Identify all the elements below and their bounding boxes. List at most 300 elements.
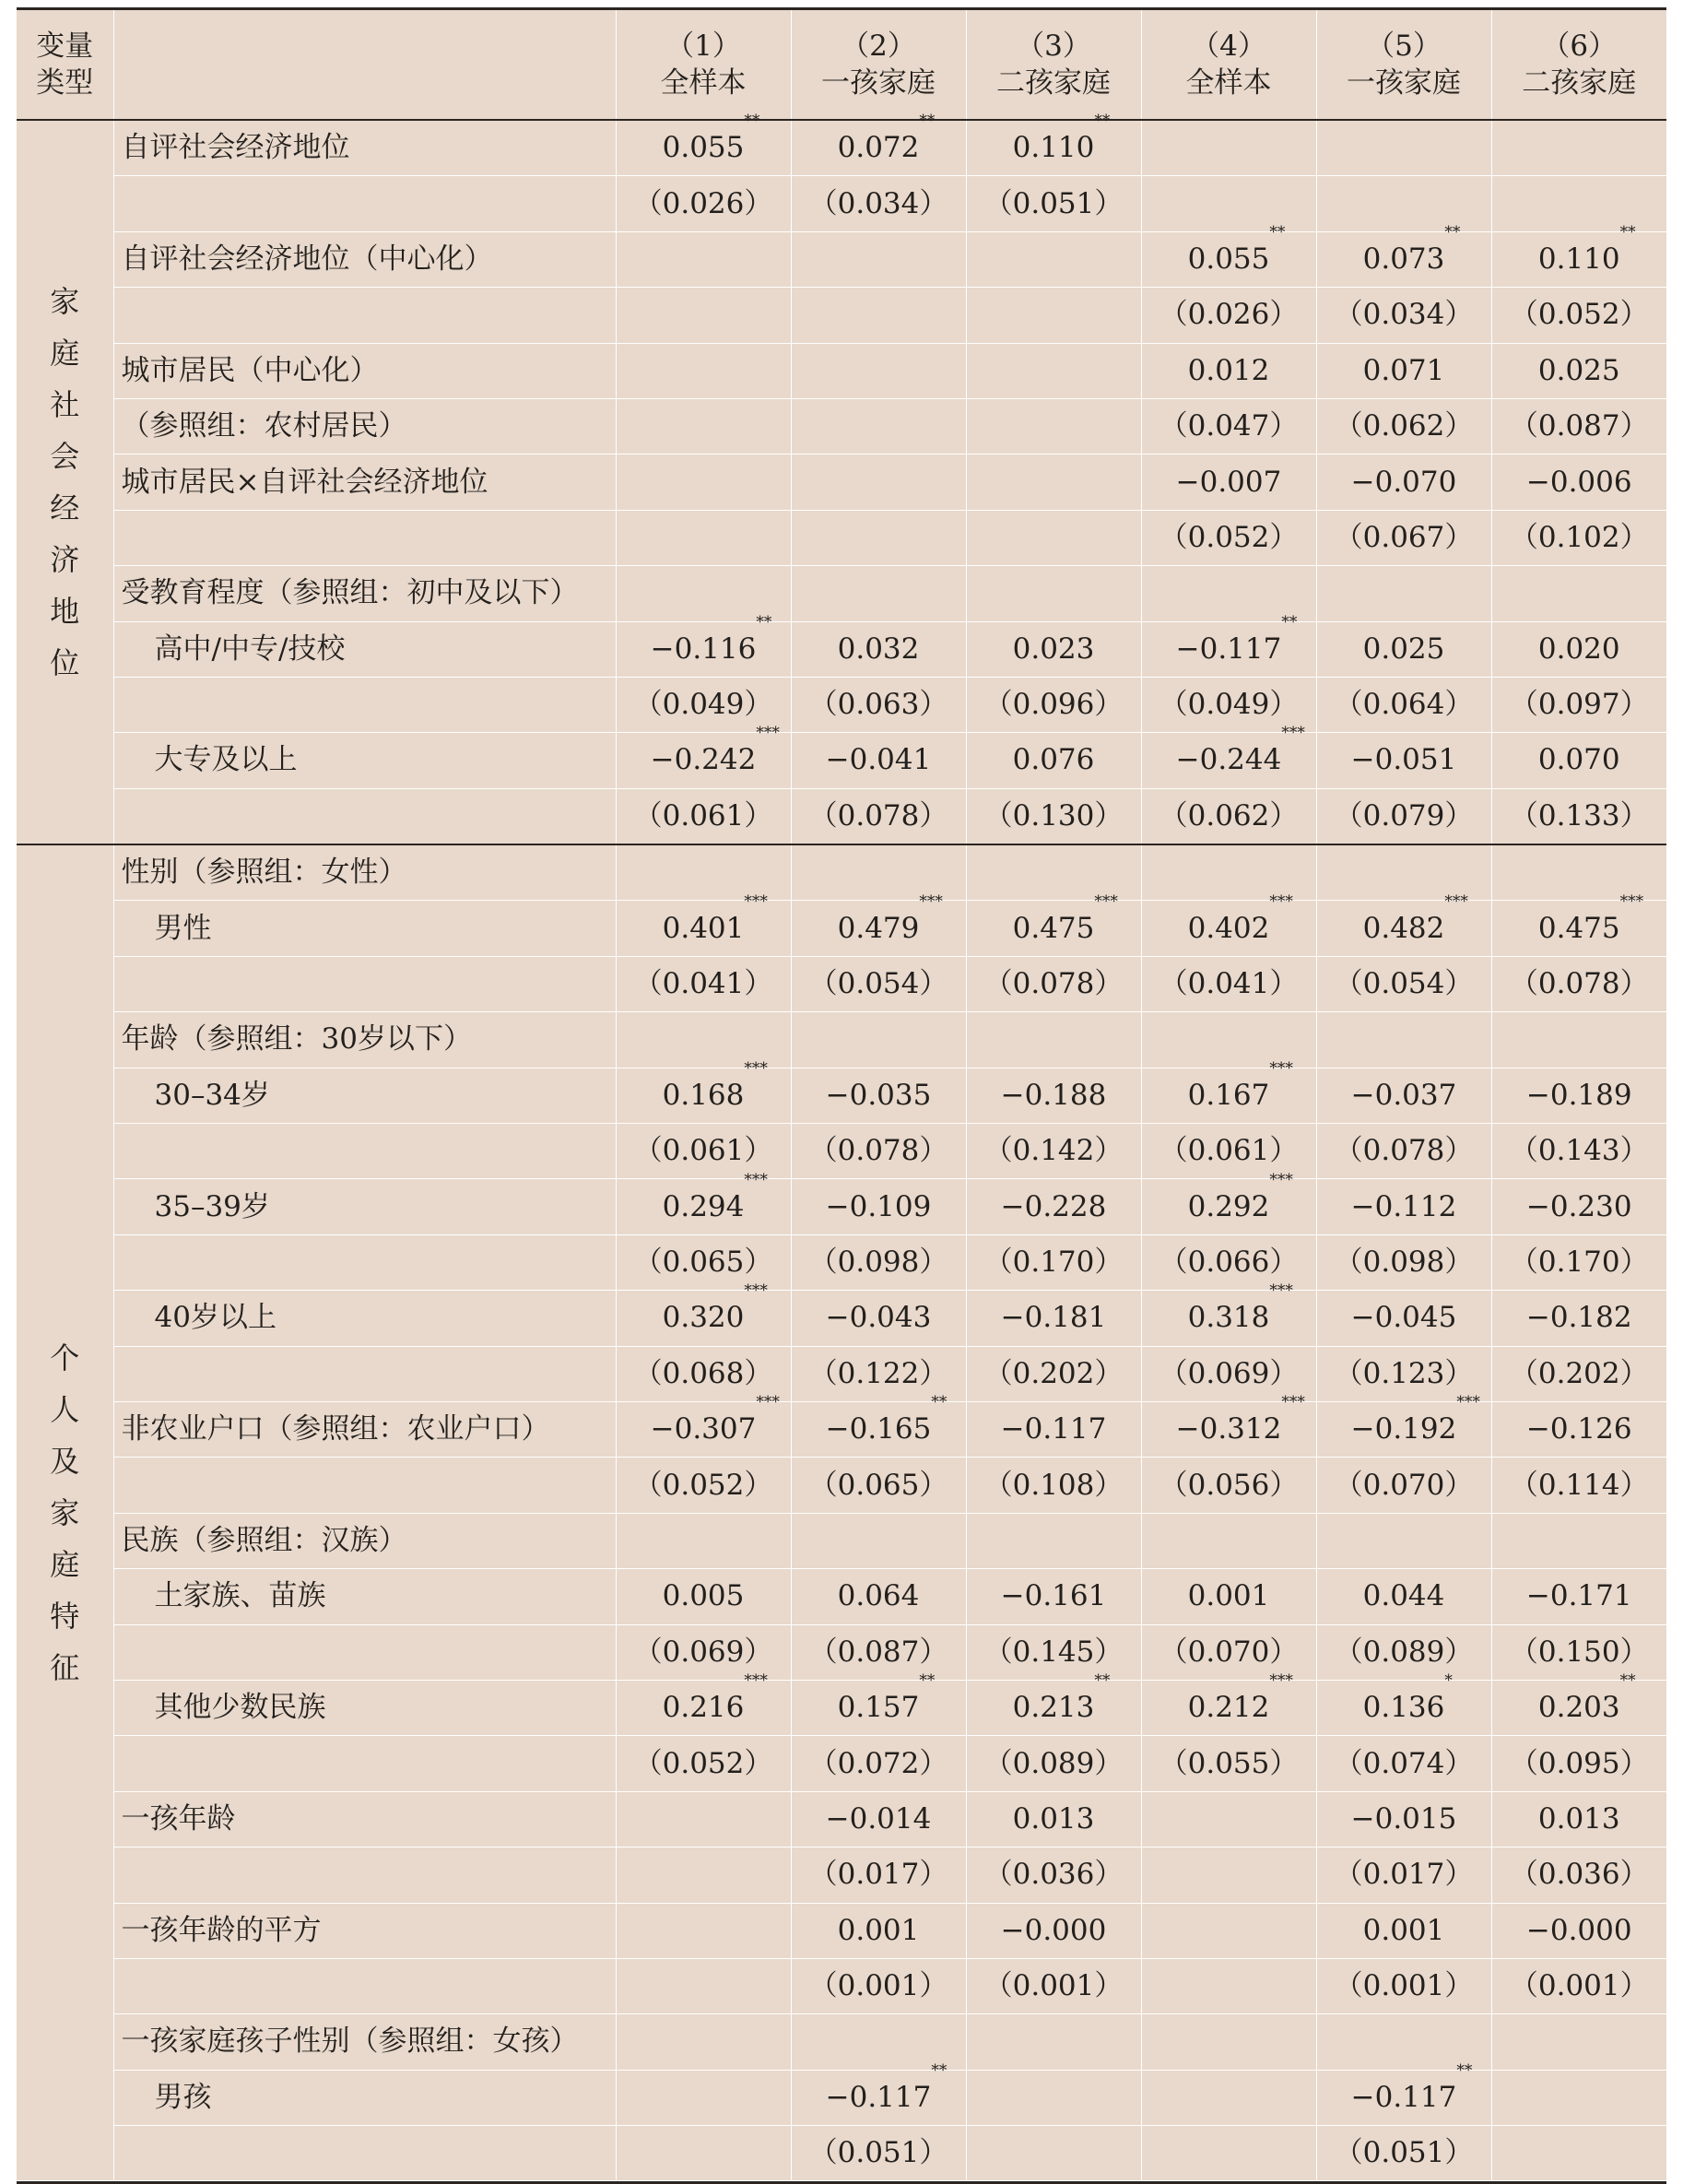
header-col-3	[966, 10, 1141, 120]
value-cell	[966, 176, 1141, 231]
value-wrap	[1510, 678, 1649, 732]
value-cell	[616, 112, 791, 176]
value-wrap	[1363, 1904, 1445, 1958]
header-col-1	[616, 10, 791, 120]
coefficient-value: （0.051）	[1334, 2136, 1474, 2170]
coefficient-value: （0.130）	[983, 798, 1124, 832]
table-row	[17, 1458, 1666, 1513]
value-wrap	[1187, 1281, 1293, 1345]
value-wrap	[826, 1068, 932, 1123]
value-cell	[791, 621, 966, 677]
coefficient-value: 0.055	[1187, 242, 1270, 276]
header-col-5-name: 一孩家庭	[1347, 66, 1461, 100]
row-label: 30–34岁	[113, 1068, 616, 1123]
value-cell	[616, 2126, 791, 2181]
table-row	[17, 343, 1666, 398]
value-wrap	[1363, 344, 1445, 398]
significance-stars: *	[1444, 1671, 1453, 1691]
coefficient-value: 0.401	[662, 911, 745, 945]
value-wrap	[826, 733, 932, 787]
value-cell	[1491, 1179, 1666, 1234]
row-label	[113, 1124, 616, 1179]
table-row	[17, 455, 1666, 510]
value-wrap	[1351, 1068, 1457, 1123]
value-cell	[1316, 956, 1491, 1011]
value-cell	[1316, 1569, 1491, 1624]
value-cell	[1491, 455, 1666, 510]
coefficient-value: （0.123）	[1334, 1356, 1474, 1390]
coefficient-value: −0.117	[1000, 1412, 1107, 1446]
value-wrap	[984, 1235, 1124, 1290]
value-wrap	[984, 1124, 1124, 1178]
coefficient-value: （0.061）	[633, 798, 773, 832]
value-wrap	[1159, 1737, 1299, 1791]
value-wrap	[1187, 1170, 1293, 1234]
value-wrap	[1510, 1848, 1649, 1902]
coefficient-value: −0.117	[1175, 632, 1282, 666]
value-wrap	[1013, 733, 1095, 787]
value-wrap	[809, 1458, 948, 1513]
coefficient-value: −0.051	[1350, 743, 1457, 777]
value-wrap	[837, 112, 936, 175]
significance-stars: **	[1269, 222, 1286, 242]
value-wrap	[1351, 455, 1457, 510]
value-cell	[1141, 1958, 1316, 2013]
value-wrap	[809, 1737, 948, 1791]
table-row	[17, 1736, 1666, 1791]
coefficient-value: （0.098）	[1334, 1245, 1474, 1279]
value-cell	[1491, 1234, 1666, 1290]
value-cell	[1141, 288, 1316, 343]
coefficient-value: （0.066）	[1159, 1245, 1299, 1279]
value-wrap	[838, 622, 920, 677]
value-wrap	[1362, 891, 1468, 956]
coefficient-value: （0.054）	[808, 967, 948, 1001]
value-wrap	[1335, 399, 1474, 454]
coefficient-value: 0.023	[1012, 632, 1095, 666]
value-cell	[791, 2126, 966, 2181]
value-wrap	[1159, 957, 1299, 1011]
value-wrap	[1363, 1569, 1445, 1623]
value-cell	[966, 288, 1141, 343]
value-cell	[966, 343, 1141, 398]
value-cell	[1491, 176, 1666, 231]
value-wrap	[1013, 622, 1095, 677]
coefficient-value: （0.001）	[983, 1969, 1124, 2003]
value-cell	[1316, 120, 1491, 176]
table-row	[17, 2126, 1666, 2181]
value-cell	[1316, 343, 1491, 398]
value-cell	[1316, 1393, 1491, 1457]
coefficient-value: −0.007	[1175, 465, 1282, 499]
coefficient-value: −0.188	[1000, 1078, 1107, 1112]
value-cell	[1491, 1903, 1666, 1958]
value-cell	[1491, 733, 1666, 788]
value-cell	[791, 733, 966, 788]
value-cell	[616, 956, 791, 1011]
value-cell	[791, 1791, 966, 1847]
value-wrap	[1012, 112, 1111, 175]
coefficient-value: −0.070	[1350, 465, 1457, 499]
value-cell	[1491, 1569, 1666, 1624]
value-cell	[791, 1291, 966, 1346]
coefficient-value: （0.069）	[633, 1635, 773, 1669]
value-wrap	[809, 1959, 948, 2013]
value-cell	[1141, 510, 1316, 565]
value-cell	[1141, 788, 1316, 844]
coefficient-value: −0.112	[1350, 1189, 1457, 1223]
table-row	[17, 1234, 1666, 1290]
value-wrap	[1351, 733, 1457, 787]
coefficient-value: （0.202）	[983, 1356, 1124, 1390]
coefficient-value: 0.001	[1362, 1913, 1445, 1947]
value-cell	[1491, 2070, 1666, 2125]
value-wrap	[1526, 1291, 1632, 1345]
coefficient-value: 0.012	[1187, 353, 1270, 387]
coefficient-value: 0.070	[1537, 743, 1620, 777]
significance-stars: **	[919, 1671, 936, 1691]
coefficient-value: （0.049）	[633, 688, 773, 722]
value-wrap	[984, 1848, 1124, 1902]
coefficient-value: （0.096）	[983, 688, 1124, 722]
row-label: 受教育程度（参照组：初中及以下）	[113, 566, 616, 621]
table-row	[17, 1401, 1666, 1457]
value-cell	[616, 1848, 791, 1903]
value-wrap	[984, 789, 1124, 844]
coefficient-value: 0.071	[1362, 353, 1445, 387]
coefficient-value: （0.036）	[1509, 1858, 1649, 1892]
value-cell	[1141, 1671, 1316, 1735]
value-cell	[966, 2070, 1141, 2125]
coefficient-value: （0.052）	[1509, 298, 1649, 332]
value-cell	[966, 1848, 1141, 1903]
value-wrap	[1351, 1180, 1457, 1234]
value-cell	[1316, 1671, 1491, 1735]
value-wrap	[634, 678, 773, 732]
coefficient-value: （0.052）	[1159, 520, 1299, 554]
row-label	[113, 1234, 616, 1290]
value-cell	[966, 733, 1141, 788]
value-cell	[1141, 724, 1316, 788]
category-label: 个人及家庭特征	[50, 1340, 80, 1686]
table-row	[17, 288, 1666, 343]
value-wrap	[650, 724, 780, 787]
value-wrap	[1188, 344, 1270, 398]
value-cell	[1491, 1791, 1666, 1847]
coefficient-value: −0.035	[825, 1078, 932, 1112]
coefficient-value: （0.001）	[808, 1969, 948, 2003]
coefficient-value: （0.034）	[1334, 298, 1474, 332]
value-wrap	[663, 1569, 745, 1623]
value-cell	[616, 612, 791, 677]
header-col-6-num: （6）	[1541, 30, 1618, 63]
header-col-3-num: （3）	[1016, 30, 1091, 63]
coefficient-value: −0.043	[825, 1301, 932, 1335]
value-cell	[616, 455, 791, 510]
category-label: 家庭社会经济地位	[50, 284, 80, 681]
value-wrap	[1537, 891, 1644, 956]
coefficient-value: （0.001）	[1509, 1969, 1649, 2003]
table-row	[17, 566, 1666, 621]
significance-stars: **	[931, 1393, 947, 1412]
value-wrap	[1526, 1402, 1632, 1457]
value-wrap	[1335, 1737, 1474, 1791]
value-wrap	[1362, 222, 1461, 287]
coefficient-value: （0.055）	[1159, 1746, 1299, 1780]
value-wrap	[838, 1569, 920, 1623]
value-wrap	[1013, 1792, 1095, 1847]
value-cell	[1491, 1671, 1666, 1735]
coefficient-value: −0.117	[1350, 2080, 1457, 2114]
coefficient-value: （0.051）	[808, 2136, 948, 2170]
value-cell	[1141, 2126, 1316, 2181]
value-wrap	[1335, 678, 1474, 732]
row-label: 城市居民（中心化）	[113, 343, 616, 398]
coefficient-value: （0.026）	[1159, 298, 1299, 332]
coefficient-value: （0.017）	[1334, 1858, 1474, 1892]
coefficient-value: （0.062）	[1159, 798, 1299, 832]
significance-stars: ***	[744, 1281, 768, 1301]
regression-table-panel	[17, 7, 1666, 2184]
value-wrap	[1350, 1393, 1480, 1457]
value-cell	[1316, 288, 1491, 343]
value-cell	[791, 1513, 966, 1568]
row-label	[113, 1458, 616, 1513]
value-wrap	[1538, 733, 1620, 787]
value-cell	[791, 1624, 966, 1680]
value-cell	[1491, 1958, 1666, 2013]
value-cell	[616, 891, 791, 956]
coefficient-value: 0.001	[1187, 1579, 1270, 1613]
coefficient-value: −0.244	[1175, 743, 1282, 777]
value-wrap	[826, 1180, 932, 1234]
value-cell	[791, 956, 966, 1011]
row-label	[113, 1624, 616, 1680]
value-cell	[966, 1458, 1141, 1513]
value-cell	[791, 455, 966, 510]
table-row	[17, 1179, 1666, 1234]
value-cell	[616, 231, 791, 287]
value-cell	[1316, 1179, 1491, 1234]
value-wrap	[838, 1904, 920, 1958]
value-wrap	[1335, 1848, 1474, 1902]
value-cell	[791, 231, 966, 287]
row-label	[113, 788, 616, 844]
category-cell	[17, 120, 113, 844]
value-cell	[791, 677, 966, 732]
value-wrap	[1526, 455, 1632, 510]
coefficient-value: 0.073	[1362, 242, 1445, 276]
coefficient-value: （0.114）	[1509, 1468, 1649, 1502]
coefficient-value: （0.070）	[1159, 1635, 1299, 1669]
value-cell	[1141, 1569, 1316, 1624]
row-label	[113, 176, 616, 231]
value-wrap	[1363, 622, 1445, 677]
coefficient-value: （0.150）	[1509, 1635, 1649, 1669]
value-cell	[616, 1281, 791, 1346]
header-label-spacer	[113, 10, 616, 120]
coefficient-value: 0.213	[1012, 1691, 1095, 1725]
coefficient-value: −0.006	[1525, 465, 1632, 499]
coefficient-value: 0.475	[1012, 911, 1095, 945]
value-cell	[1141, 1791, 1316, 1847]
value-cell	[791, 1671, 966, 1735]
coefficient-value: −0.037	[1350, 1078, 1457, 1112]
significance-stars: ***	[1269, 1281, 1293, 1301]
coefficient-value: （0.052）	[633, 1746, 773, 1780]
value-cell	[1316, 2060, 1491, 2125]
coefficient-value: （0.097）	[1509, 688, 1649, 722]
row-label	[113, 956, 616, 1011]
significance-stars: ***	[744, 891, 768, 911]
value-cell	[791, 566, 966, 621]
value-wrap	[825, 2060, 947, 2125]
coefficient-value: 0.110	[1012, 131, 1095, 165]
value-cell	[966, 1624, 1141, 1680]
value-wrap	[1176, 455, 1282, 510]
value-cell	[1491, 677, 1666, 732]
value-wrap	[809, 1347, 948, 1401]
value-wrap	[1335, 288, 1474, 342]
value-wrap	[1351, 1291, 1457, 1345]
value-cell	[1491, 1068, 1666, 1123]
coefficient-value: （0.061）	[1159, 1134, 1299, 1168]
value-wrap	[984, 678, 1124, 732]
coefficient-value: 0.025	[1362, 632, 1445, 666]
value-cell	[791, 1848, 966, 1903]
coefficient-value: −0.109	[825, 1189, 932, 1223]
value-wrap	[1335, 1959, 1474, 2013]
header-var-type-text: 变量类型	[36, 30, 94, 100]
row-label: （参照组：农村居民）	[113, 398, 616, 454]
value-cell	[791, 1458, 966, 1513]
table-row	[17, 510, 1666, 565]
coefficient-value: （0.069）	[1159, 1356, 1299, 1390]
significance-stars: **	[756, 612, 772, 632]
value-cell	[1491, 1346, 1666, 1401]
table-body	[17, 10, 1666, 2181]
header-col-4-name: 全样本	[1185, 66, 1272, 100]
value-cell	[1316, 1234, 1491, 1290]
value-wrap	[634, 1458, 773, 1513]
row-label: 一孩年龄的平方	[113, 1903, 616, 1958]
value-cell	[1141, 1513, 1316, 1568]
coefficient-value: （0.041）	[1159, 967, 1299, 1001]
row-label: 非农业户口（参照组：农业户口）	[113, 1401, 616, 1457]
value-wrap	[1335, 1124, 1474, 1178]
value-cell	[966, 1513, 1141, 1568]
table-row	[17, 677, 1666, 732]
coefficient-value: （0.145）	[983, 1635, 1124, 1669]
value-cell	[791, 112, 966, 176]
coefficient-value: −0.312	[1175, 1412, 1282, 1446]
value-cell	[1316, 621, 1491, 677]
value-wrap	[984, 1737, 1124, 1791]
table-row	[17, 1124, 1666, 1179]
coefficient-value: −0.181	[1000, 1301, 1107, 1335]
value-cell	[1491, 510, 1666, 565]
value-cell	[966, 788, 1141, 844]
value-wrap	[1510, 1347, 1649, 1401]
value-cell	[1141, 2014, 1316, 2070]
table-row	[17, 2014, 1666, 2070]
value-wrap	[1538, 344, 1620, 398]
value-wrap	[1510, 1235, 1649, 1290]
coefficient-value: （0.122）	[808, 1356, 948, 1390]
coefficient-value: （0.065）	[633, 1245, 773, 1279]
value-cell	[1316, 1458, 1491, 1513]
coefficient-value: 0.167	[1187, 1078, 1270, 1112]
value-cell	[966, 1068, 1141, 1123]
row-label	[113, 1346, 616, 1401]
coefficient-value: （0.078）	[808, 1134, 948, 1168]
value-cell	[1316, 1068, 1491, 1123]
value-wrap	[1001, 1402, 1107, 1457]
significance-stars: ***	[744, 1058, 768, 1078]
header-col-3-name: 二孩家庭	[996, 66, 1111, 100]
row-label: 性别（参照组：女性）	[113, 844, 616, 901]
table-row	[17, 1569, 1666, 1624]
table-row	[17, 1513, 1666, 1568]
value-wrap	[662, 1058, 768, 1123]
value-wrap	[1510, 1959, 1649, 2013]
value-cell	[1491, 788, 1666, 844]
value-wrap	[662, 1671, 768, 1735]
coefficient-value: 0.072	[837, 131, 920, 165]
value-cell	[1491, 1458, 1666, 1513]
coefficient-value: （0.061）	[633, 1134, 773, 1168]
coefficient-value: （0.034）	[808, 186, 948, 220]
table-row	[17, 1958, 1666, 2013]
coefficient-value: 0.076	[1012, 743, 1095, 777]
value-wrap	[634, 1737, 773, 1791]
value-wrap	[1335, 511, 1474, 565]
table-row	[17, 176, 1666, 231]
header-col-1-name: 全样本	[660, 66, 747, 100]
value-wrap	[1538, 622, 1620, 677]
value-cell	[1316, 1624, 1491, 1680]
coefficient-value: 0.320	[662, 1301, 745, 1335]
coefficient-value: （0.074）	[1334, 1746, 1474, 1780]
coefficient-value: （0.170）	[1509, 1245, 1649, 1279]
significance-stars: ***	[1281, 1393, 1305, 1412]
coefficient-value: （0.052）	[633, 1468, 773, 1502]
value-wrap	[1526, 1904, 1632, 1958]
value-cell	[616, 288, 791, 343]
value-cell	[616, 2070, 791, 2125]
coefficient-value: （0.087）	[1509, 409, 1649, 443]
value-cell	[1491, 1736, 1666, 1791]
value-cell	[1141, 1393, 1316, 1457]
value-cell	[1491, 621, 1666, 677]
value-cell	[1316, 1958, 1491, 2013]
value-cell	[966, 1012, 1141, 1068]
value-cell	[1141, 1058, 1316, 1123]
value-wrap	[1187, 1058, 1293, 1123]
value-wrap	[1350, 2060, 1473, 2125]
row-label	[113, 2126, 616, 2181]
value-cell	[616, 343, 791, 398]
value-cell	[791, 1179, 966, 1234]
value-wrap	[809, 789, 948, 844]
coefficient-value: 0.203	[1537, 1691, 1620, 1725]
significance-stars: **	[744, 112, 760, 131]
value-wrap	[1362, 1671, 1453, 1735]
value-wrap	[1001, 1904, 1107, 1958]
value-wrap	[1510, 399, 1649, 454]
row-label	[113, 1958, 616, 2013]
table-row	[17, 844, 1666, 901]
